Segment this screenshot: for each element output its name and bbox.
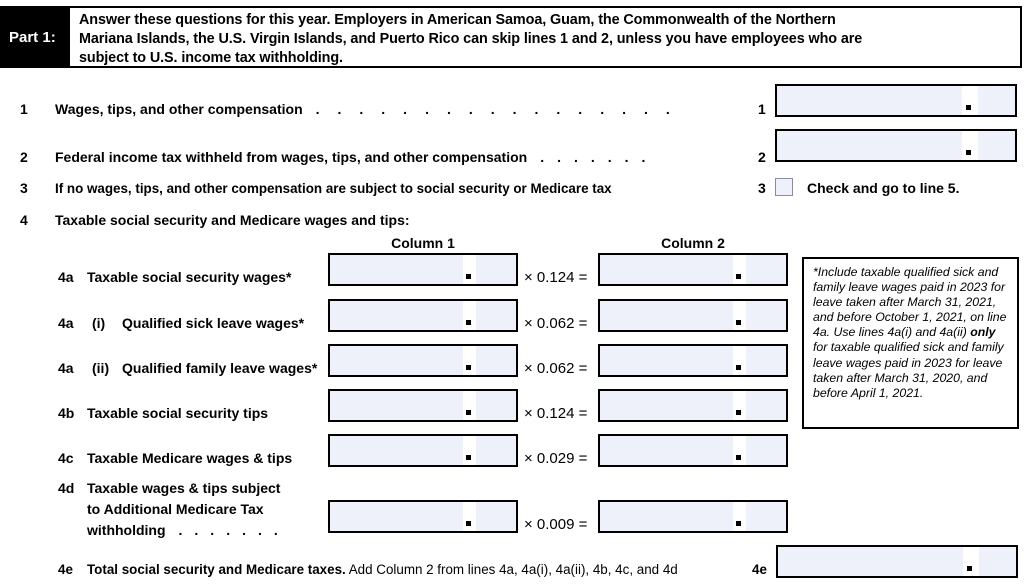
decimal-point bbox=[966, 105, 971, 110]
row-4a-number: 4a bbox=[58, 269, 74, 285]
decimal-point bbox=[736, 521, 741, 526]
row-4d-multiplier: × 0.009 = bbox=[524, 516, 588, 533]
row-4a-ii-multiplier: × 0.062 = bbox=[524, 360, 588, 377]
decimal-point bbox=[736, 365, 741, 370]
column2-header: Column 2 bbox=[661, 235, 725, 251]
row-4d-label-line2: to Additional Medicare Tax bbox=[87, 501, 264, 517]
line2-label: Federal income tax withheld from wages, tips, and other compensation ....... bbox=[55, 149, 659, 165]
row-4a-i-number: 4a bbox=[58, 315, 74, 331]
row-4a-col1-field[interactable] bbox=[328, 253, 518, 286]
decimal-point bbox=[466, 410, 471, 415]
row-4a-i-sub: (i) bbox=[92, 315, 106, 331]
decimal-point bbox=[466, 455, 471, 460]
decimal-point bbox=[466, 521, 471, 526]
line4e-number: 4e bbox=[58, 562, 73, 577]
line2-number: 2 bbox=[20, 149, 28, 165]
cents-divider bbox=[733, 436, 746, 465]
row-4a-col2-field[interactable] bbox=[598, 253, 788, 286]
line3-label: If no wages, tips, and other compensation are subject to social security or Medicare tax bbox=[55, 181, 612, 196]
cents-divider bbox=[733, 346, 746, 375]
line2-dot-leaders: ....... bbox=[540, 149, 659, 165]
row-4a-ii-col2-field[interactable] bbox=[598, 344, 788, 377]
row-4a-ii-label: Qualified family leave wages* bbox=[122, 360, 318, 376]
row-4d-col1-field[interactable] bbox=[328, 500, 518, 533]
row-4c-col2-field[interactable] bbox=[598, 434, 788, 467]
row-4d bbox=[0, 500, 1024, 533]
row-4a-i-label: Qualified sick leave wages* bbox=[122, 315, 305, 331]
cents-divider bbox=[463, 391, 476, 420]
cents-divider bbox=[963, 547, 979, 576]
line3-checkbox[interactable] bbox=[775, 178, 793, 196]
part1-label: Part 1: bbox=[2, 8, 70, 66]
row-4d-col2-field[interactable] bbox=[598, 500, 788, 533]
decimal-point bbox=[966, 150, 971, 155]
decimal-point bbox=[736, 320, 741, 325]
cents-divider bbox=[463, 502, 476, 531]
footnote-text-part2: for taxable qualified sick and family leave wages paid in 2023 for leave taken after March 31, 2020, and before April 1, 2021. bbox=[813, 340, 1004, 400]
row-4a-i-col1-field[interactable] bbox=[328, 299, 518, 332]
cents-divider bbox=[463, 346, 476, 375]
line4a-footnote bbox=[802, 257, 1019, 429]
row-4c-multiplier: × 0.029 = bbox=[524, 450, 588, 467]
part1-instructions-line2: Mariana Islands, the U.S. Virgin Islands, and Puerto Rico can skip lines 1 and 2, unless you have employees who are bbox=[79, 31, 863, 47]
cents-divider bbox=[733, 255, 746, 284]
row-4d-number: 4d bbox=[58, 480, 75, 496]
row-4a-ii-sub: (ii) bbox=[92, 360, 110, 376]
part1-instructions-line3: subject to U.S. income tax withholding. bbox=[79, 50, 343, 66]
cents-divider bbox=[463, 255, 476, 284]
part1-header bbox=[0, 6, 1022, 68]
cents-divider bbox=[463, 436, 476, 465]
line1-box-number: 1 bbox=[758, 101, 766, 117]
row-4c-col1-field[interactable] bbox=[328, 434, 518, 467]
footnote-text-bold: only bbox=[970, 325, 996, 340]
line3-box-number: 3 bbox=[758, 180, 766, 196]
decimal-point bbox=[736, 410, 741, 415]
row-4d-label-line3: withholding ....... bbox=[87, 522, 290, 538]
row-4b-col2-field[interactable] bbox=[598, 389, 788, 422]
column1-header: Column 1 bbox=[391, 235, 455, 251]
row-4b-multiplier: × 0.124 = bbox=[524, 405, 588, 422]
row-4c-label: Taxable Medicare wages & tips bbox=[87, 450, 293, 466]
line1-dot-leaders: ................. bbox=[315, 101, 688, 117]
decimal-point bbox=[466, 365, 471, 370]
decimal-point bbox=[466, 320, 471, 325]
row-4c bbox=[0, 434, 1024, 467]
footnote-text-part1: *Include taxable qualified sick and family leave wages paid in 2023 for leave taken after March 31, 2021, and before October 1, 2021, on line 4a. Use lines 4a(i) and 4a(ii) bbox=[813, 265, 1007, 340]
cents-divider bbox=[733, 391, 746, 420]
line4e-amount-field[interactable] bbox=[776, 545, 1018, 578]
line2-box-number: 2 bbox=[758, 149, 766, 165]
row-4c-number: 4c bbox=[58, 450, 74, 466]
line4e-label: Total social security and Medicare taxes. Add Column 2 from lines 4a, 4a(i), 4a(ii), 4b, 4c, and 4d bbox=[87, 562, 678, 577]
row-4a-i-col2-field[interactable] bbox=[598, 299, 788, 332]
line1-amount-field[interactable] bbox=[775, 84, 1017, 117]
row-4a-label: Taxable social security wages* bbox=[87, 269, 292, 285]
row-4a-i-multiplier: × 0.062 = bbox=[524, 315, 588, 332]
cents-divider bbox=[733, 301, 746, 330]
part1-instructions bbox=[70, 8, 868, 66]
decimal-point bbox=[967, 566, 972, 571]
cents-divider bbox=[463, 301, 476, 330]
row-4d-dot-leaders: ....... bbox=[178, 522, 290, 538]
line4e-box-number: 4e bbox=[752, 562, 767, 577]
row-4a-ii-number: 4a bbox=[58, 360, 74, 376]
decimal-point bbox=[736, 274, 741, 279]
row-4b-number: 4b bbox=[58, 405, 75, 421]
line1-number: 1 bbox=[20, 101, 28, 117]
decimal-point bbox=[736, 455, 741, 460]
line3-number: 3 bbox=[20, 180, 28, 196]
cents-divider bbox=[962, 131, 978, 160]
decimal-point bbox=[466, 274, 471, 279]
part1-instructions-line1: Answer these questions for this year. Employers in American Samoa, Guam, the Commonwealth of the Northern bbox=[79, 12, 836, 28]
row-4a-ii-col1-field[interactable] bbox=[328, 344, 518, 377]
row-4d-label-line1: Taxable wages & tips subject bbox=[87, 480, 281, 496]
line3-checkbox-label: Check and go to line 5. bbox=[807, 180, 960, 196]
row-4a-multiplier: × 0.124 = bbox=[524, 269, 588, 286]
line4-number: 4 bbox=[20, 212, 28, 228]
line1-label: Wages, tips, and other compensation ................. bbox=[55, 101, 688, 117]
row-4b-label: Taxable social security tips bbox=[87, 405, 269, 421]
cents-divider bbox=[733, 502, 746, 531]
line2-amount-field[interactable] bbox=[775, 129, 1017, 162]
row-4b-col1-field[interactable] bbox=[328, 389, 518, 422]
cents-divider bbox=[962, 86, 978, 115]
line4-label: Taxable social security and Medicare wages and tips: bbox=[55, 212, 410, 228]
